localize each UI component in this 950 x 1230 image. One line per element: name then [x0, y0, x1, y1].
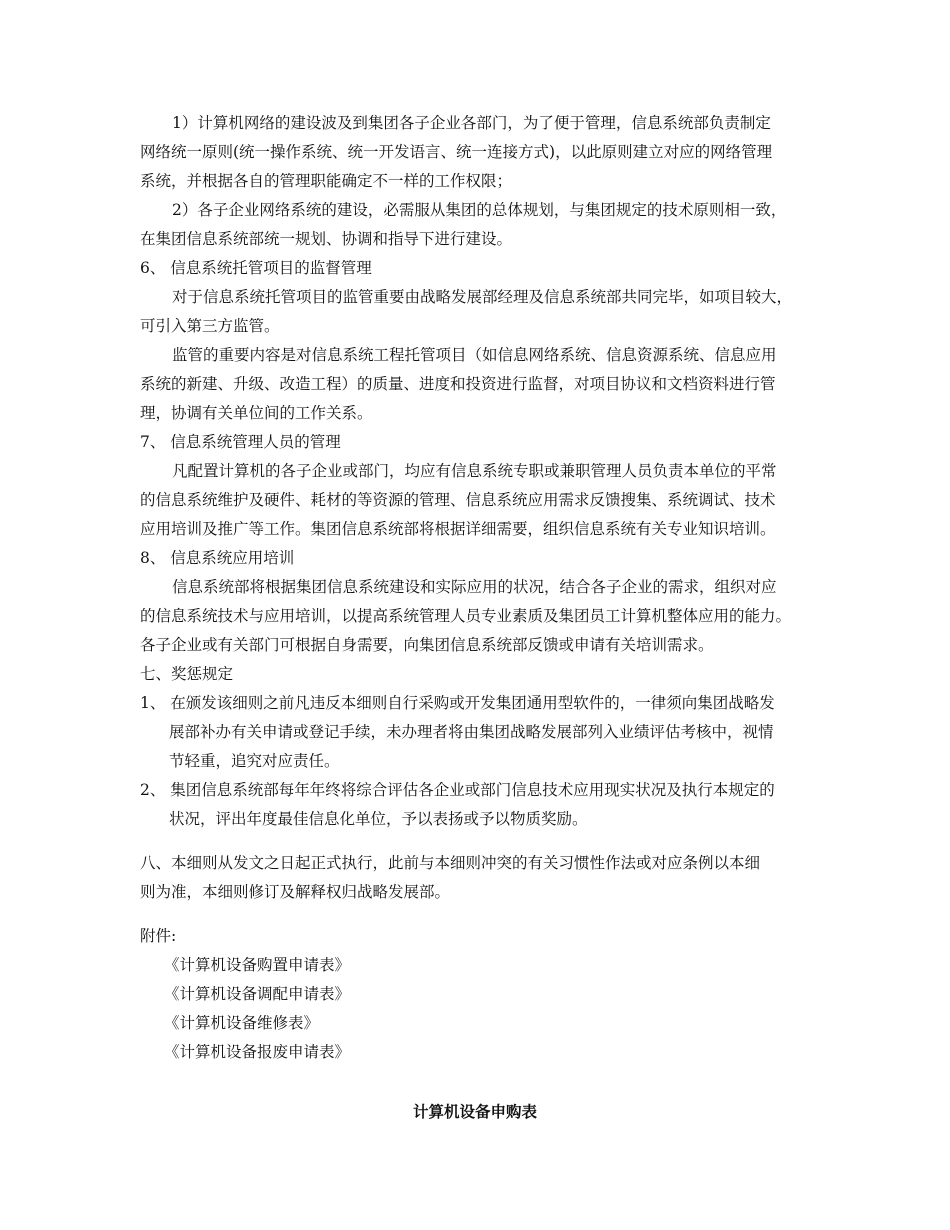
form-title: 计算机设备申购表: [412, 1103, 537, 1121]
chapter-heading: 七、奖惩规定: [140, 665, 234, 683]
text-line: 理，协调有关单位间的工作关系。: [140, 404, 373, 422]
list-item-continuation: 状况，评出年度最佳信息化单位，予以表扬或予以物质奖励。: [169, 810, 588, 828]
section-heading: 6、 信息系统托管项目的监督管理: [140, 259, 372, 277]
attachment-item: 《计算机设备调配申请表》: [164, 985, 351, 1003]
text-line: 2）各子企业网络系统的建设，必需服从集团的总体规划，与集团规定的技术原则相一致，: [172, 201, 787, 219]
text-line: 凡配置计算机的各子企业或部门，均应有信息系统专职或兼职管理人员负责本单位的平常: [172, 462, 777, 480]
text-line: 网络统一原则(统一操作系统、统一开发语言、统一连接方式)，以此原则建立对应的网络管理: [140, 143, 773, 161]
text-line: 的信息系统维护及硬件、耗材的等资源的管理、信息系统应用需求反馈搜集、系统调试、技术: [140, 491, 776, 509]
text-line: 1）计算机网络的建设波及到集团各子企业各部门，为了便于管理，信息系统部负责制定: [172, 114, 771, 132]
text-line: 的信息系统技术与应用培训，以提高系统管理人员专业素质及集团员工计算机整体应用的能力。: [140, 607, 792, 625]
text-line: 可引入第三方监管。: [140, 317, 280, 335]
section-heading: 7、 信息系统管理人员的管理: [140, 433, 341, 451]
attachment-item: 《计算机设备维修表》: [164, 1014, 320, 1032]
text-line: 八、本细则从发文之日起正式执行，此前与本细则冲突的有关习惯性作法或对应条例以本细: [140, 854, 761, 872]
text-line: 系统，并根据各自的管理职能确定不一样的工作权限；: [140, 172, 513, 190]
list-item: 1、 在颁发该细则之前凡违反本细则自行采购或开发集团通用型软件的，一律须向集团战略发: [140, 694, 775, 712]
text-line: 各子企业或有关部门可根据自身需要，向集团信息系统部反馈或申请有关培训需求。: [140, 636, 714, 654]
attachment-item: 《计算机设备报废申请表》: [164, 1043, 351, 1061]
attachment-item: 《计算机设备购置申请表》: [164, 956, 351, 974]
text-line: 系统的新建、升级、改造工程）的质量、进度和投资进行监督，对项目协议和文档资料进行管: [140, 375, 776, 393]
text-line: 应用培训及推广等工作。集团信息系统部将根据详细需要，组织信息系统有关专业知识培训。: [140, 520, 776, 538]
attachment-label: 附件:: [140, 927, 177, 945]
text-line: 信息系统部将根据集团信息系统建设和实际应用的状况，结合各子企业的需求，组织对应: [172, 578, 777, 596]
list-item-continuation: 展部补办有关申请或登记手续，未办理者将由集团战略发展部列入业绩评估考核中，视情: [169, 723, 774, 741]
section-heading: 8、 信息系统应用培训: [140, 549, 295, 567]
list-item: 2、 集团信息系统部每年年终将综合评估各企业或部门信息技术应用现实状况及执行本规定的: [140, 781, 775, 799]
text-line: 监管的重要内容是对信息系统工程托管项目（如信息网络系统、信息资源系统、信息应用: [172, 346, 777, 364]
text-line: 则为准，本细则修订及解释权归战略发展部。: [140, 883, 451, 901]
text-line: 对于信息系统托管项目的监管重要由战略发展部经理及信息系统部共同完毕，如项目较大，: [172, 288, 793, 306]
list-item-continuation: 节轻重，追究对应责任。: [169, 752, 340, 770]
text-line: 在集团信息系统部统一规划、协调和指导下进行建设。: [140, 230, 513, 248]
